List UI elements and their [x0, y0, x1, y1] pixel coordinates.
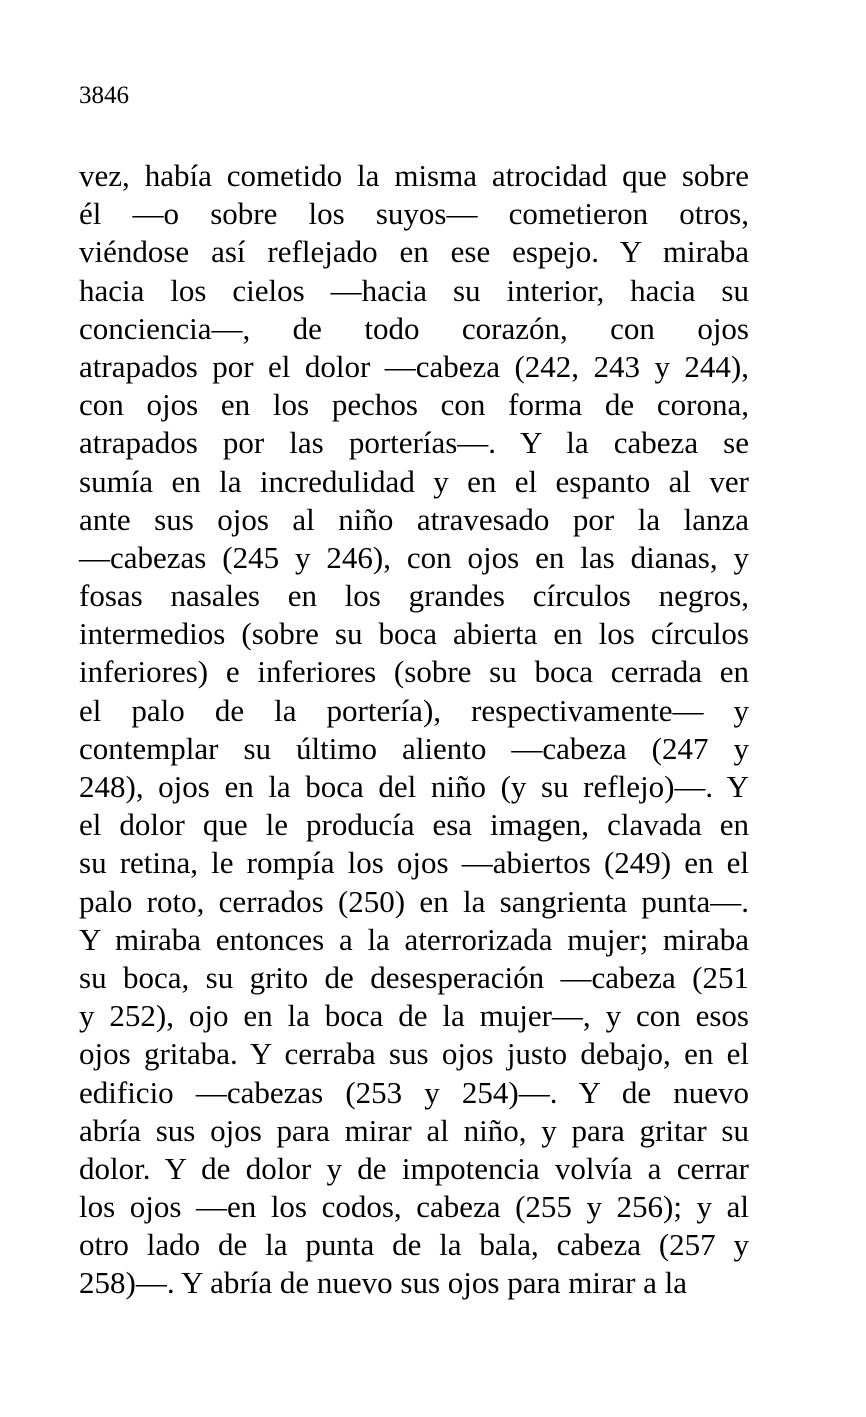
text-line: palo roto, cerrados (250) en la sangrienta punta—.: [79, 883, 749, 919]
text-line: inferiores) e inferiores (sobre su boca cerrada en: [79, 654, 749, 690]
body-text: [79, 157, 749, 1303]
text-line: 248), ojos en la boca del niño (y su reflejo)—. Y: [79, 769, 749, 804]
text-line: —cabezas (245 y 246), con ojos en las dianas, y: [79, 539, 749, 575]
text-line: con ojos en los pechos con forma de corona,: [79, 387, 749, 423]
text-line: viéndose así reflejado en ese espejo. Y miraba: [79, 234, 749, 270]
text-line: ojos gritaba. Y cerraba sus ojos justo debajo, en el: [79, 1036, 749, 1072]
text-line: contemplar su último aliento —cabeza (247 y: [79, 730, 749, 766]
text-line: edificio —cabezas (253 y 254)—. Y de nuevo: [79, 1074, 749, 1110]
text-line: su boca, su grito de desesperación —cabeza (251: [79, 959, 749, 995]
text-line: y 252), ojo en la boca de la mujer—, y con esos: [79, 998, 749, 1034]
text-line: atrapados por las porterías—. Y la cabeza se: [79, 425, 749, 461]
text-line: 258)—. Y abría de nuevo sus ojos para mirar a la: [79, 1265, 688, 1301]
text-line: dolor. Y de dolor y de impotencia volvía a cerrar: [79, 1150, 749, 1186]
text-line: abría sus ojos para mirar al niño, y para gritar su: [79, 1112, 749, 1148]
text-line: él —o sobre los suyos— cometieron otros,: [79, 196, 749, 232]
text-line: atrapados por el dolor —cabeza (242, 243 y 244),: [79, 348, 749, 384]
text-line: sumía en la incredulidad y en el espanto al ver: [79, 463, 749, 499]
text-line: el dolor que le producía esa imagen, clavada en: [79, 807, 749, 843]
page-number: 3846: [79, 82, 129, 109]
text-line: el palo de la portería), respectivamente— y: [79, 692, 749, 728]
text-line: su retina, le rompía los ojos —abiertos (249) en el: [79, 845, 749, 881]
text-line: otro lado de la punta de la bala, cabeza (257 y: [79, 1227, 749, 1263]
text-line: los ojos —en los codos, cabeza (255 y 256); y al: [79, 1189, 749, 1225]
text-line: intermedios (sobre su boca abierta en los círculos: [79, 616, 749, 652]
text-line: conciencia—, de todo corazón, con ojos: [79, 310, 749, 346]
text-line: vez, había cometido la misma atrocidad que sobre: [79, 158, 749, 193]
text-line: Y miraba entonces a la aterrorizada mujer; miraba: [79, 921, 749, 957]
text-line: ante sus ojos al niño atravesado por la lanza: [79, 501, 749, 537]
text-line: fosas nasales en los grandes círculos negros,: [79, 578, 749, 614]
text-line: hacia los cielos —hacia su interior, hacia su: [79, 272, 749, 308]
